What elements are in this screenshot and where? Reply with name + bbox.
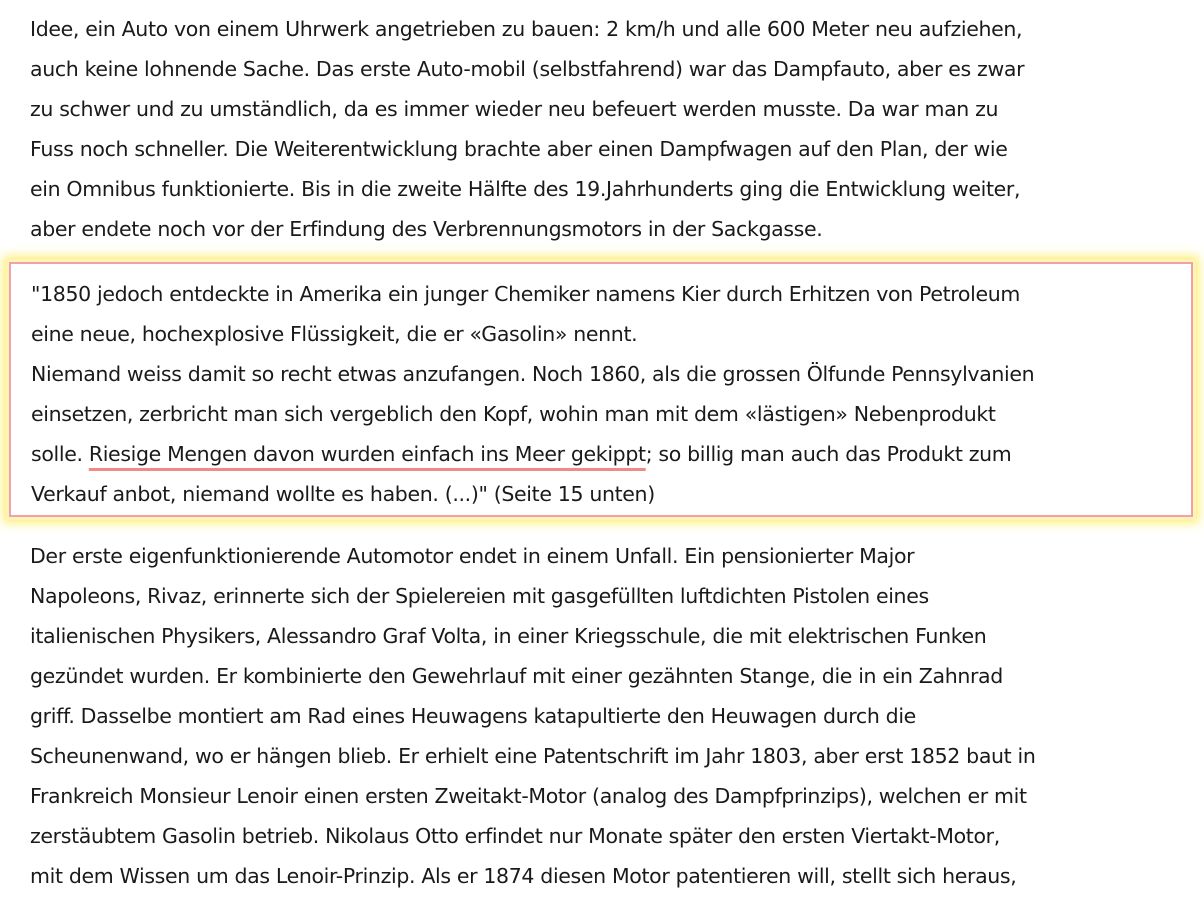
text-line: ein Omnibus funktionierte. Bis in die zweite Hälfte des 19.Jahrhunderts ging die Entwicklung weiter,	[30, 177, 1021, 201]
text-line: auch keine lohnende Sache. Das erste Auto-mobil (selbstfahrend) war das Dampfauto, aber es zwar	[30, 57, 1025, 81]
text-line: italienischen Physikers, Alessandro Graf Volta, in einer Kriegsschule, die mit elektrischen Funken	[30, 624, 987, 648]
engine-history-paragraph	[30, 536, 1190, 896]
text-line: Frankreich Monsieur Lenoir einen ersten Zweitakt-Motor (analog des Dampfprinzips), welchen er mit	[30, 784, 1027, 808]
text-line: zerstäubtem Gasolin betrieb. Nikolaus Otto erfindet nur Monate später den ersten Viertakt-Motor,	[30, 824, 1000, 848]
text-line: Idee, ein Auto von einem Uhrwerk angetrieben zu bauen: 2 km/h und alle 600 Meter neu aufziehen,	[30, 17, 1023, 41]
quote-line: eine neue, hochexplosive Flüssigkeit, die er «Gasolin» nennt.	[31, 322, 638, 346]
highlighted-quote-box	[9, 262, 1193, 517]
quote-line: einsetzen, zerbricht man sich vergeblich den Kopf, wohin man mit dem «lästigen» Nebenprodukt	[31, 402, 996, 426]
text-line: griff. Dasselbe montiert am Rad eines Heuwagens katapultierte den Heuwagen durch die	[30, 704, 916, 728]
quote-paragraph	[31, 274, 1181, 514]
text-line: zu schwer und zu umständlich, da es immer wieder neu befeuert werden musste. Da war man zu	[30, 97, 999, 121]
text-line: Der erste eigenfunktionierende Automotor endet in einem Unfall. Ein pensionierter Major	[30, 544, 915, 568]
text-line: gezündet wurden. Er kombinierte den Gewehrlauf mit einer gezähnten Stange, die in ein Zahnrad	[30, 664, 1003, 688]
quote-line: Niemand weiss damit so recht etwas anzufangen. Noch 1860, als die grossen Ölfunde Pennsylvanien	[31, 362, 1035, 386]
text-line: aber endete noch vor der Erfindung des Verbrennungsmotors in der Sackgasse.	[30, 217, 823, 241]
quote-line	[31, 434, 1181, 474]
quote-text: ; so billig man auch das Produkt zum	[645, 442, 1012, 466]
quote-line: "1850 jedoch entdeckte in Amerika ein junger Chemiker namens Kier durch Erhitzen von Petroleum	[31, 282, 1020, 306]
text-line: mit dem Wissen um das Lenoir-Prinzip. Als er 1874 diesen Motor patentieren will, stellt sich heraus,	[30, 864, 1017, 888]
text-line: Fuss noch schneller. Die Weiterentwicklung brachte aber einen Dampfwagen auf den Plan, der wie	[30, 137, 1008, 161]
intro-paragraph	[30, 9, 1190, 249]
quote-line: Verkauf anbot, niemand wollte es haben. (...)" (Seite 15 unten)	[31, 482, 655, 506]
text-line: Napoleons, Rivaz, erinnerte sich der Spielereien mit gasgefüllten luftdichten Pistolen eines	[30, 584, 929, 608]
underlined-sentence: Riesige Mengen davon wurden einfach ins Meer gekippt	[88, 442, 646, 466]
text-line: Scheunenwand, wo er hängen blieb. Er erhielt eine Patentschrift im Jahr 1803, aber erst 1852 baut in	[30, 744, 1036, 768]
quote-text: solle.	[31, 442, 89, 466]
